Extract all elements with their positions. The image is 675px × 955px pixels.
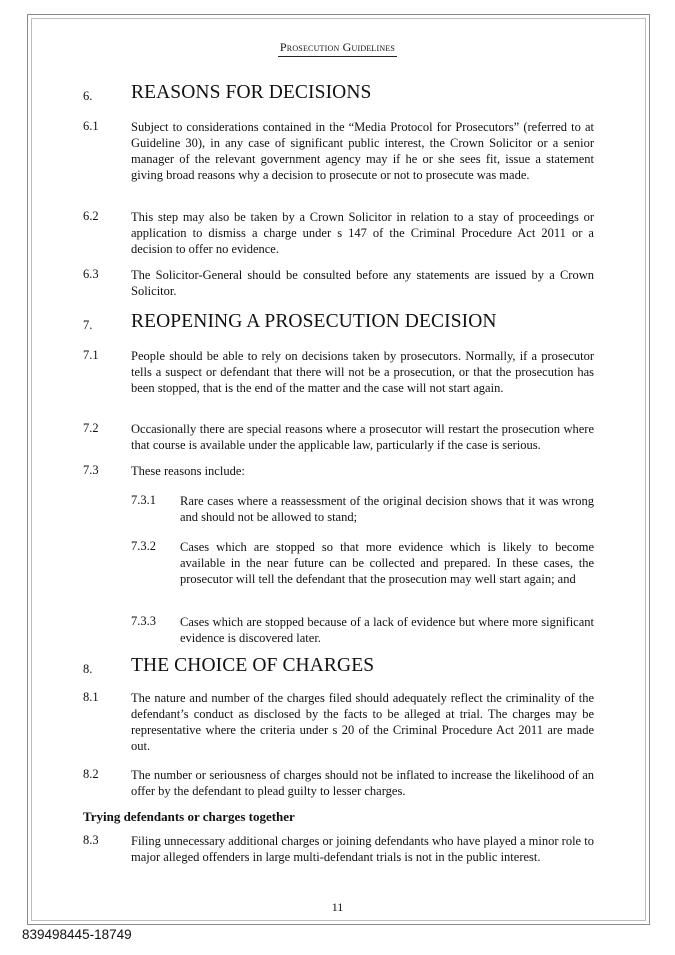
para-6-1-text: Subject to considerations contained in the “Media Protocol for Prosecutors” (referred to at Guideline 30), in any case of significant public interest, the Crown Solicitor or a senior manager of the relevant government agency may if he or she sees fit, issue a statement giving broad reasons why a decision to prosecute or not to prosecute was made.	[131, 120, 594, 182]
subheading-trying-defendants: Trying defendants or charges together	[83, 809, 295, 824]
para-6-3-number: 6.3	[83, 267, 99, 281]
para-7-3-text: These reasons include:	[131, 464, 245, 478]
running-header	[0, 40, 675, 57]
para-6-3-text: The Solicitor-General should be consulted before any statements are issued by a Crown Solicitor.	[131, 268, 594, 298]
para-8-3-text: Filing unnecessary additional charges or joining defendants who have played a minor role to major alleged offenders in large multi-defendant trials is not in the public interest.	[131, 834, 594, 864]
subpara-7-3-3-text: Cases which are stopped because of a lack of evidence but where more significant evidence is discovered later.	[180, 615, 594, 645]
section-8-number: 8.	[83, 662, 93, 676]
para-7-2-number: 7.2	[83, 421, 99, 435]
para-6-2-text: This step may also be taken by a Crown Solicitor in relation to a stay of proceedings or application to dismiss a charge under s 147 of the Criminal Procedure Act 2011 or a decision to offer no evidence.	[131, 210, 594, 256]
para-8-1-text: The nature and number of the charges filed should adequately reflect the criminality of the defendant’s conduct as disclosed by the facts to be alleged at trial. The charges may be representative where the criteria under s 20 of the Criminal Procedure Act 2011 are made out.	[131, 691, 594, 753]
subpara-7-3-1-text: Rare cases where a reassessment of the original decision shows that it was wrong and should not be allowed to stand;	[180, 494, 594, 524]
para-8-2-text: The number or seriousness of charges should not be inflated to increase the likelihood of an offer by the defendant to plead guilty to lesser charges.	[131, 768, 594, 798]
para-6-1-number: 6.1	[83, 119, 99, 133]
para-8-3-number: 8.3	[83, 833, 99, 847]
page-number: 11	[331, 900, 344, 914]
section-6-number: 6.	[83, 89, 93, 103]
subpara-7-3-3-number: 7.3.3	[131, 614, 156, 628]
subpara-7-3-1-number: 7.3.1	[131, 493, 156, 507]
para-7-2-text: Occasionally there are special reasons where a prosecutor will restart the prosecution where that course is available under the applicable law, particularly if the case is serious.	[131, 422, 594, 452]
para-8-2-number: 8.2	[83, 767, 99, 781]
para-6-2-number: 6.2	[83, 209, 99, 223]
section-7-title: REOPENING A PROSECUTION DECISION	[131, 311, 497, 332]
para-8-1-number: 8.1	[83, 690, 99, 704]
subpara-7-3-2-text: Cases which are stopped so that more evidence which is likely to become available in the near future can be collected and prepared. In these cases, the prosecutor will tell the defendant that the prosecution may well start again; and	[180, 540, 594, 586]
running-header-title: Prosecution Guidelines	[278, 41, 397, 57]
document-id: 839498445-18749	[22, 927, 132, 942]
section-6-title: REASONS FOR DECISIONS	[131, 82, 372, 103]
section-8-title: THE CHOICE OF CHARGES	[131, 655, 375, 676]
para-7-3-number: 7.3	[83, 463, 99, 477]
para-7-1-number: 7.1	[83, 348, 99, 362]
para-7-1-text: People should be able to rely on decisions taken by prosecutors. Normally, if a prosecutor tells a suspect or defendant that there will not be a prosecution, or that the prosecution has been stopped, that is the end of the matter and the case will not start again.	[131, 349, 594, 395]
subpara-7-3-2-number: 7.3.2	[131, 539, 156, 553]
section-7-number: 7.	[83, 318, 93, 332]
